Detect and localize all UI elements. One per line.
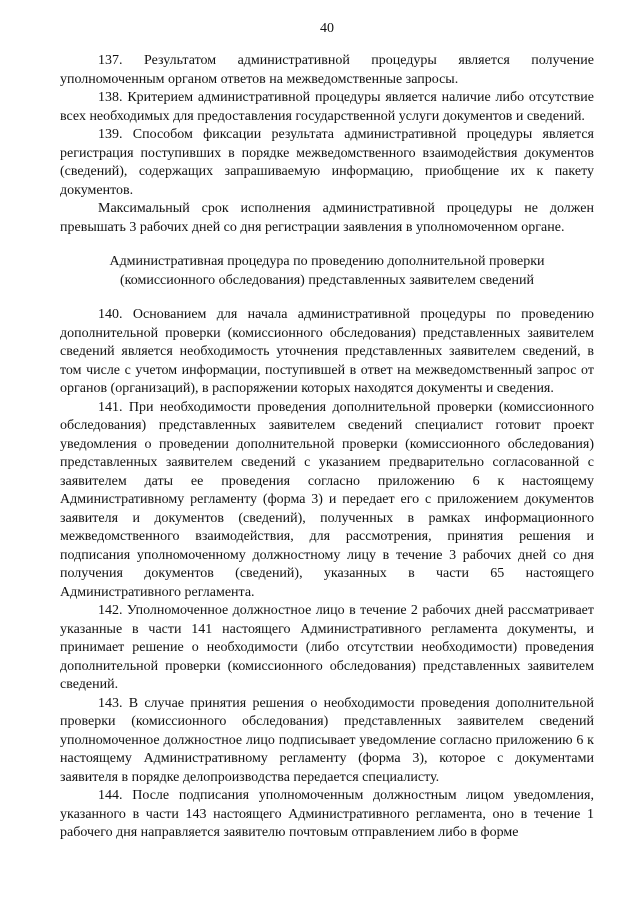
- page-number: 40: [320, 21, 334, 36]
- paragraph-144: 144. После подписания уполномоченным должностным лицом уведомления, указанного в части 143 настоящего Административного регламента, оно в течение 1 рабочего дня направляется заявителю почтовым отправлением либо в форме: [60, 788, 594, 840]
- section-heading-line-1: Административная процедура по проведению дополнительной проверки: [109, 254, 545, 269]
- section-heading-line-2: (комиссионного обследования) представленных заявителем сведений: [120, 272, 534, 288]
- paragraph-139: 139. Способом фиксации результата административной процедуры является регистрация поступивших в порядке межведомственного взаимодействия документов (сведений), содержащих запрашиваемую информацию, приобщение их к пакету документов.: [60, 127, 594, 198]
- paragraph-143: 143. В случае принятия решения о необходимости проведения дополнительной проверки (комиссионного обследования) представленных заявителем сведений уполномоченное должностное лицо подписывает уведомление согласно приложению 6 к настоящему Административному регламенту (форма 3), которое с документами заявителя в порядке делопроизводства передается специалисту.: [60, 695, 594, 785]
- paragraph-142: 142. Уполномоченное должностное лицо в течение 2 рабочих дней рассматривает указанные в части 141 настоящего Административного регламента документы, и принимает решение о необходимости (либо отсутствии необходимости) проведения дополнительной проверки (комиссионного обследования) представленных заявителем сведений.: [60, 603, 594, 692]
- paragraph-138: 138. Критерием административной процедуры является наличие либо отсутствие всех необходимых для предоставления государственной услуги документов и сведений.: [60, 90, 594, 124]
- paragraph-141: 141. При необходимости проведения дополнительной проверки (комиссионного обследования) представленных заявителем сведений специалист готовит проект уведомления о проведении дополнительной проверки (комиссионного обследования) представленных заявителем сведений с указанием предварительно согласованной с заявителем даты ее проведения согласно приложению 6 к настоящему Административному регламенту (форма 3) и передает его с приложением документов заявителя и документов (сведений), полученных в рамках информационного межведомственного взаимодействия, для рассмотрения, принятия решения и подписания уполномоченному должностному лицу в течение 3 рабочих дней со дня получения документов (сведений), указанных в части 65 настоящего Административного регламента.: [60, 399, 594, 600]
- section-heading: [60, 253, 594, 290]
- paragraph-max-term: Максимальный срок исполнения административной процедуры не должен превышать 3 рабочих дней со дня регистрации заявления в уполномоченном органе.: [60, 201, 594, 235]
- paragraph-137: 137. Результатом административной процедуры является получение уполномоченным органом ответов на межведомственные запросы.: [60, 53, 594, 87]
- paragraph-140: 140. Основанием для начала административной процедуры по проведению дополнительной проверки (комиссионного обследования) представленных заявителем сведений является необходимость уточнения представленных заявителем сведений, в том числе с учетом информации, поступившей в ответ на межведомственный запрос от органов (организаций), в распоряжении которых находятся документы и сведения.: [60, 307, 594, 396]
